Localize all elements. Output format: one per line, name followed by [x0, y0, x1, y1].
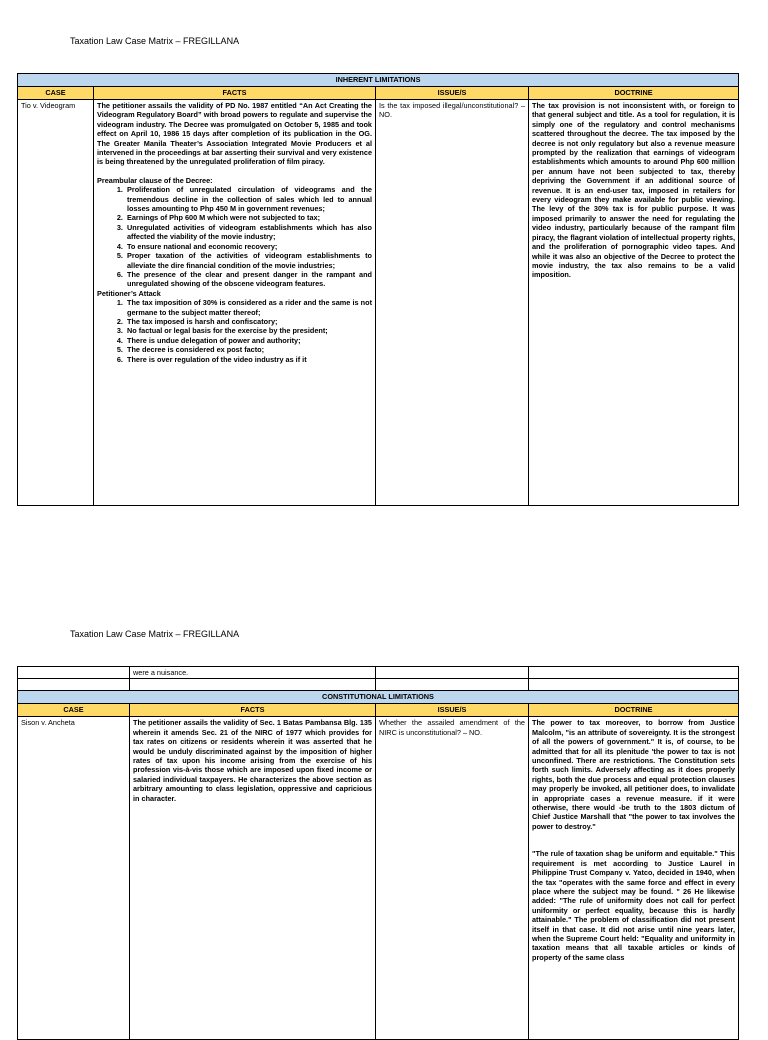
inherent-limitations-table	[17, 73, 739, 506]
list-item: 1. Proliferation of unregulated circulation of videograms and the tremendous decline in the collection of sales which led to annual losses amounting to Php 450 M in government revenues;	[125, 185, 372, 213]
case-name: Tio v. Videogram	[18, 100, 94, 506]
issue-cell: Is the tax imposed illegal/unconstitutional? – NO.	[376, 100, 529, 506]
list-item: 4. To ensure national and economic recovery;	[125, 242, 372, 251]
column-header-case: CASE	[18, 87, 94, 100]
doctrine-paragraph-2: "The rule of taxation shag be uniform and equitable." This requirement is met according to Justice Laurel in Philippine Trust Company v. Yatco, decided in 1940, when the tax "operates with the same force and effect in every place where the subject may be found. " 26 He likewise added: "The rule of uniformity does not call for perfect uniformity or perfect equality, because this is hardly attainable." The problem of classification did not present itself in that case. It did not arise until nine years later, when the Supreme Court held: "Equality and uniformity in taxation means that all taxable articles or kinds of property of the same class	[532, 849, 735, 962]
column-header-doctrine: DOCTRINE	[529, 87, 739, 100]
attack-heading: Petitioner’s Attack	[97, 288, 161, 298]
preamble-list	[97, 185, 372, 288]
page-header: Taxation Law Case Matrix – FREGILLANA	[70, 629, 240, 639]
case-name: Sison v. Ancheta	[18, 717, 130, 1040]
column-header-doctrine: DOCTRINE	[529, 704, 739, 717]
doctrine-cell	[529, 717, 739, 1040]
column-header-case: CASE	[18, 704, 130, 717]
list-item: 5. The decree is considered ex post facto;	[125, 345, 372, 354]
doctrine-cell: The tax provision is not inconsistent with, or foreign to that general subject and title. As a tool for regulation, it is simply one of the regulatory and control mechanisms scattered throughout the decree. The tax imposed by the decree is not only regulatory but also a revenue measure prompted by the realization that earnings of videogram establishments which amounts to around Php 600 million per annum have not been subjected to tax, thereby depriving the Government if an additional source of revenue. It is an end-user tax, imposed in retailers for every videogram they make available for public viewing. The levy of the 30% tax is for public purpose. It was imposed primarily to answer the need for regulating the video industry, particularly because of the rampant film piracy, the flagrant violation of intellectual property rights, and the proliferation of pornographic video tapes. And while it was also an objective of the Decree to protect the movie industry, the tax also remains to be a valid imposition.	[529, 100, 739, 506]
attack-list	[97, 298, 372, 364]
list-item: 3. No factual or legal basis for the exercise by the president;	[125, 326, 372, 335]
list-item: 3. Unregulated activities of videogram establishments which has also affected the viability of the movie industry;	[125, 223, 372, 242]
list-item: 2. The tax imposed is harsh and confiscatory;	[125, 317, 372, 326]
facts-intro: The petitioner assails the validity of PD No. 1987 entitled “An Act Creating the Videogram Regulatory Board” with broad powers to regulate and supervise the videogram industry. The Decree was promulgated on October 5, 1985 and took effect on April 10, 1986 15 days after completion of its publication in the OG. The Greater Manila Theater’s Association Integrated Movie Producers et al intervened in the proceedings at bar asserting their survival and very existence is being threatened by the unregulated proliferation of film piracy.	[97, 101, 372, 167]
page-header: Taxation Law Case Matrix – FREGILLANA	[70, 36, 240, 46]
constitutional-limitations-table	[17, 666, 739, 1040]
list-item: 6. The presence of the clear and present danger in the rampant and unregulated showing of the obscene videogram features.	[125, 270, 372, 289]
column-header-facts: FACTS	[130, 704, 376, 717]
case-row	[18, 717, 739, 1040]
list-item: 5. Proper taxation of the activities of videogram establishments to alleviate the dire financial condition of the movie industries;	[125, 251, 372, 270]
doctrine-paragraph-1: The power to tax moreover, to borrow from Justice Malcolm, "is an attribute of sovereignty. It is the strongest of all the powers of government." It is, of course, to be admitted that for all its plenitude 'the power to tax is not unconfined. There are restrictions. The Constitution sets forth such limits. Adversely affecting as it does properly rights, both the due process and equal protection clauses may properly be invoked, all petitioner does, to invalidate in appropriate cases a revenue measure. if it were otherwise, there would -be truth to the 1803 dictum of Chief Justice Marshall that "the power to tax involves the power to destroy."	[532, 718, 735, 831]
case-row	[18, 100, 739, 506]
section-title: CONSTITUTIONAL LIMITATIONS	[18, 691, 739, 704]
column-header-issues: ISSUE/S	[376, 87, 529, 100]
column-header-issues: ISSUE/S	[376, 704, 529, 717]
list-item: 6. There is over regulation of the video industry as if it	[125, 355, 372, 364]
continued-text: were a nuisance.	[130, 667, 376, 679]
continued-row	[18, 667, 739, 679]
list-item: 1. The tax imposition of 30% is considered as a rider and the same is not germane to the subject matter thereof;	[125, 298, 372, 317]
list-item: 2. Earnings of Php 600 M which were not subjected to tax;	[125, 213, 372, 222]
section-title: INHERENT LIMITATIONS	[18, 74, 739, 87]
facts-cell	[94, 100, 376, 506]
column-header-facts: FACTS	[94, 87, 376, 100]
facts-cell: The petitioner assails the validity of Sec. 1 Batas Pambansa Blg. 135 wherein it amends Sec. 21 of the NIRC of 1977 which provides for tax rates on citizens or residents wherein it was asserted that he would be unduly discriminated against by the imposition of higher rates of tax upon his income arising from the exercise of his profession vis-à-vis those which are imposed upon fixed income or salaried individual taxpayers. He characterizes the above section as arbitrary amounting to class legislation, oppressive and capricious in character.	[130, 717, 376, 1040]
issue-cell: Whether the assailed amendment of the NIRC is unconstitutional? – NO.	[376, 717, 529, 1040]
list-item: 4. There is undue delegation of power and authority;	[125, 336, 372, 345]
preamble-heading: Preambular clause of the Decree:	[97, 175, 213, 185]
